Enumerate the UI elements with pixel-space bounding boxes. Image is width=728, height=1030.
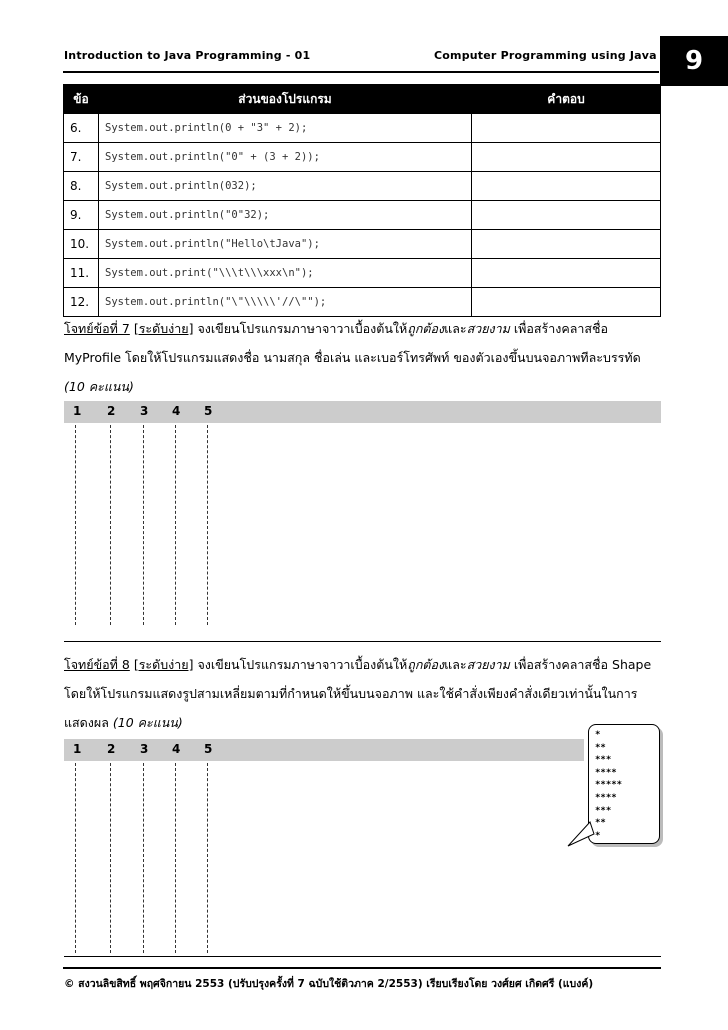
question-7-label: โจทย์ข้อที่ 7 [64, 321, 130, 336]
col-number: 3 [140, 742, 149, 756]
table-row [64, 172, 661, 201]
column-guide [143, 763, 144, 953]
answer-cell[interactable] [472, 201, 661, 230]
column-guide [110, 763, 111, 953]
col-number: 1 [73, 404, 82, 418]
table-header-row [64, 85, 661, 114]
question-7-text1: จงเขียนโปรแกรมภาษาจาวาเบื้องต้นให้ [193, 321, 408, 336]
col-number: 1 [73, 742, 82, 756]
col-number: 4 [172, 404, 181, 418]
col-header-program: ส่วนของโปรแกรม [99, 85, 472, 114]
code-snippet: System.out.println("\"\\\\\'//\""); [99, 288, 472, 317]
answer-cell[interactable] [472, 143, 661, 172]
page-number: 9 [660, 36, 728, 86]
col-number: 5 [204, 742, 213, 756]
footer-rule [63, 967, 661, 969]
col-number: 2 [107, 742, 116, 756]
column-guide [207, 425, 208, 625]
question-8-label: โจทย์ข้อที่ 8 [64, 657, 130, 672]
question-number: 11. [64, 259, 99, 288]
table-row [64, 288, 661, 317]
question-8-text [64, 650, 660, 737]
answer-cell[interactable] [472, 230, 661, 259]
header-right-title: Computer Programming using Java [434, 49, 657, 62]
question-table [63, 84, 661, 317]
answer-area-7[interactable] [64, 425, 661, 639]
question-number: 7. [64, 143, 99, 172]
table-row [64, 201, 661, 230]
answer-area-8[interactable] [64, 763, 661, 955]
col-number: 5 [204, 404, 213, 418]
answer-area-8-bottom-rule [64, 956, 661, 957]
question-8-text2: และ [444, 657, 467, 672]
question-7-text2: และ [444, 321, 467, 336]
question-8-em1: ถูกต้อง [407, 657, 445, 672]
col-header-answer: คำตอบ [472, 85, 661, 114]
question-7-em2: สวยงาม [466, 321, 510, 336]
question-7-score: (10 คะแนน) [64, 379, 134, 394]
question-8-text1: จงเขียนโปรแกรมภาษาจาวาเบื้องต้นให้ [193, 657, 408, 672]
answer-column-bar-7 [64, 401, 661, 423]
question-8-score: (10 คะแนน) [112, 715, 183, 730]
col-header-no: ข้อ [64, 85, 99, 114]
table-row [64, 114, 661, 143]
col-number: 4 [172, 742, 181, 756]
question-number: 9. [64, 201, 99, 230]
question-number: 6. [64, 114, 99, 143]
answer-cell[interactable] [472, 114, 661, 143]
answer-cell[interactable] [472, 288, 661, 317]
column-guide [143, 425, 144, 625]
question-number: 12. [64, 288, 99, 317]
table-row [64, 259, 661, 288]
table-row [64, 143, 661, 172]
question-number: 8. [64, 172, 99, 201]
column-guide [110, 425, 111, 625]
question-8-level: [ระดับง่าย] [133, 657, 194, 672]
column-guide [175, 763, 176, 953]
column-guide [75, 425, 76, 625]
header-rule [63, 71, 659, 73]
bubble-tail [566, 820, 596, 850]
question-7-text3: เพื่อสร้างคลาสชื่อ MyProfile โดยให้โปรแกรมแสดงชื่อ นามสกุล ชื่อเล่น และเบอร์โทรศัพท์ ของตัวเองขึ้นบนจอภาพทีละบรรทัด [64, 321, 641, 365]
footer-copyright: © สงวนลิขสิทธิ์ พฤศจิกายน 2553 (ปรับปรุงครั้งที่ 7 ฉบับใช้ติวภาค 2/2553) เรียบเรียงโดย วงศ์ยศ เกิดศรี (แบงค์) [64, 978, 594, 990]
answer-column-bar-8 [64, 739, 584, 761]
question-8-em2: สวยงาม [466, 657, 510, 672]
code-snippet: System.out.println("0"32); [99, 201, 472, 230]
answer-area-7-bottom-rule [64, 641, 661, 642]
table-row [64, 230, 661, 259]
code-snippet: System.out.print("\\\t\\\xxx\n"); [99, 259, 472, 288]
column-guide [75, 763, 76, 953]
header-left-title: Introduction to Java Programming - 01 [64, 49, 311, 62]
code-snippet: System.out.println(0 + "3" + 2); [99, 114, 472, 143]
shape-output: * ** *** **** ***** **** *** ** * [595, 730, 623, 841]
column-guide [207, 763, 208, 953]
table-body [64, 114, 661, 317]
code-snippet: System.out.println(032); [99, 172, 472, 201]
question-8-text3: เพื่อสร้างคลาสชื่อ Shape โดยให้โปรแกรมแสดงรูปสามเหลี่ยมตามที่กำหนดให้ขึ้นบนจอภาพ และใช้คำสั่งเพียงคำสั่งเดียวเท่านั้นในการแสดงผล [64, 657, 652, 730]
code-snippet: System.out.println("0" + (3 + 2)); [99, 143, 472, 172]
question-7-text [64, 314, 660, 401]
col-number: 3 [140, 404, 149, 418]
code-snippet: System.out.println("Hello\tJava"); [99, 230, 472, 259]
col-number: 2 [107, 404, 116, 418]
question-7-level: [ระดับง่าย] [133, 321, 194, 336]
question-number: 10. [64, 230, 99, 259]
question-7-em1: ถูกต้อง [407, 321, 445, 336]
answer-cell[interactable] [472, 172, 661, 201]
shape-output-bubble [588, 724, 660, 844]
answer-cell[interactable] [472, 259, 661, 288]
column-guide [175, 425, 176, 625]
